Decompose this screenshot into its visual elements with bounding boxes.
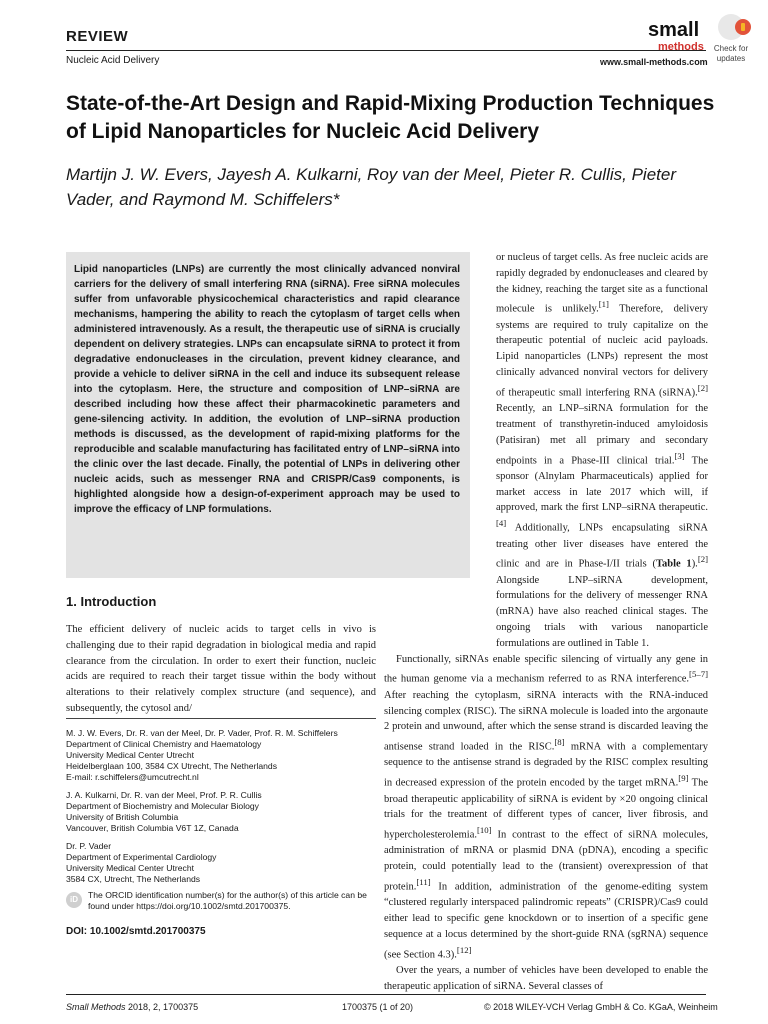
affiliation-rule: [66, 718, 376, 719]
author-email[interactable]: E-mail: r.schiffelers@umcutrecht.nl: [66, 772, 199, 782]
body-paragraph: or nucleus of target cells. As free nucleic acids are rapidly degraded by endonucleases and cleared by the kidney, reaching the target site as a functional molecule is unlikely.[1] Therefore, delivery systems are required to truly capitalize on the therapeutic potential of nucleic acid payloads. Lipid nanoparticles (LNPs) represent the most clinically advanced nonviral vectors for delivery of therapeutic small interfering RNA (siRNA).[2] Recently, an LNP–siRNA formulation for the treatment of transthyretin-induced amyloidosis (Patisiran) met all primary and secondary endpoints in a Phase-III clinical trial.[3] The sponsor (Alnylam Pharmaceuticals) applied for market access in late 2017 which will, if approved, mark the first LNP–siRNA therapeutic.[4] Additionally, LNPs encapsulating siRNA treating other liver diseases have entered the clinic and are in Phase-I/II trials (Table 1).[2] Alongside LNP–siRNA development, formulations for the delivery of messenger RNA (mRNA) have also reached clinical stages. The ongoing trials with various nanoparticle formulations are outlined in Table 1.: [496, 252, 709, 649]
affiliation-line: Heidelberglaan 100, 3584 CX Utrecht, The Netherlands: [66, 761, 277, 771]
footer-citation: Small Methods 2018, 2, 1700375: [66, 1002, 199, 1012]
reference-link[interactable]: [10]: [477, 825, 492, 836]
reference-link[interactable]: [2]: [697, 554, 709, 565]
affiliation-line: Department of Clinical Chemistry and Haematology: [66, 739, 262, 749]
reference-link[interactable]: [8]: [554, 737, 565, 748]
affiliation-line: Dr. P. Vader: [66, 841, 112, 851]
affiliations: [66, 728, 381, 885]
intro-paragraph: The efficient delivery of nucleic acids to target cells in vivo is challenging due to their rapid degradation in biological media and rapid clearance from the circulation. In order to exert their function, nucleic acids are required to reach their target tissue within the body without alterations to their relatively complex structure (and sequence), and subsequently, the cytosol and/: [66, 624, 376, 714]
check-updates-icon: [718, 14, 744, 40]
affiliation-line: 3584 CX, Utrecht, The Netherlands: [66, 874, 201, 884]
orcid-text[interactable]: The ORCID identification number(s) for the author(s) of this article can be found under https://doi.org/10.1002/smtd.201700375.: [88, 890, 367, 911]
table-link[interactable]: Table 1: [655, 558, 692, 570]
affiliation-line: Vancouver, British Columbia V6T 1Z, Canada: [66, 823, 239, 833]
intro-heading: 1. Introduction: [66, 594, 157, 609]
journal-logo-sub: methods: [658, 41, 704, 53]
affiliation-line: University Medical Center Utrecht: [66, 863, 194, 873]
body-paragraph: Functionally, siRNAs enable specific silencing of virtually any gene in the human genome via a mechanism referred to as RNA interference.[5–7] After reaching the cytoplasm, siRNA interacts with the RNA-induced silencing complex (RISC). The siRNA molecule is loaded into the argonaute 2 protein and unwound, after which the sense strand is discarded leaving the antisense strand loaded in the RISC.[8] mRNA with a complementary sequence to the antisense strand is degraded by the RISC complex resulting in decreased expression of the protein encoded by the target mRNA.[9] The broad therapeutic applicability of siRNA is evident by ×20 ongoing clinical trials for the treatment of different types of cancer, liver fibrosis, and hypercholesterolemia.[10] In contrast to the effect of siRNA molecules, administration of mRNA or plasmid DNA (pDNA), encoding a specific protein, could potentially lead to the (transient) overexpression of that protein.[11] In addition, administration of the genome-editing system “clustered regularly interspaced palindromic repeats” (CRISPR)/Cas9 could either lead to specific gene knockdown or to insertion of a specific gene sequence at a locus determined by the short-guide RNA (sgRNA) sequence (see Section 4.3).[12]: [384, 653, 708, 961]
reference-link[interactable]: [2]: [697, 382, 708, 393]
orcid-icon: iD: [66, 892, 82, 908]
journal-logo-main: small: [648, 19, 700, 41]
affiliation-line: University Medical Center Utrecht: [66, 750, 194, 760]
abstract-text: Lipid nanoparticles (LNPs) are currently the most clinically advanced nonviral carriers for the delivery of small interfering RNA (siRNA). Free siRNA molecules suffer from unfavorable physicochemical characteristics and rapid clearance mechanisms, hampering the ability to reach the cytoplasm of target cells when administered intravenously. As a result, the therapeutic use of siRNA is crucially dependent on delivery strategies. LNPs can encapsulate siRNA to protect it from degradative endonucleases in the circulation, prevent kidney clearance, and provide a vehicle to deliver siRNA in the cell and induce its subsequent release into the cytoplasm. Here, the structure and composition of LNP–siRNA are described including how these affect their pharmacokinetic parameters and gene-silencing activity. In addition, the evolution of LNP–siRNA production methods is discussed, as the development of rapid-mixing platforms for the reproducible and scalable manufacturing has facilitated entry of LNP–siRNA into the clinic over the last decade. Finally, the potential of LNPs in delivering other nucleic acids, such as messenger RNA and CRISPR/Cas9 components, is highlighted alongside how a design-of-experiment approach may be used to improve the efficacy of LNP formulations.: [74, 264, 460, 515]
body-paragraph: Over the years, a number of vehicles have been developed to enable the therapeutic application of siRNA. Several classes of: [384, 964, 708, 992]
affiliation-line: University of British Columbia: [66, 812, 179, 822]
footer-rule: [66, 994, 706, 995]
header-rule: [66, 50, 706, 51]
journal-website[interactable]: www.small-methods.com: [600, 57, 708, 67]
copyright: © 2018 WILEY-VCH Verlag GmbH & Co. KGaA, Weinheim: [484, 1002, 718, 1012]
section-label: REVIEW: [66, 28, 129, 45]
body-right-column: [384, 250, 708, 995]
affiliation-line: M. J. W. Evers, Dr. R. van der Meel, Dr. P. Vader, Prof. R. M. Schiffelers: [66, 728, 338, 738]
reference-link[interactable]: [3]: [674, 450, 685, 461]
reference-link[interactable]: [5–7]: [689, 669, 708, 680]
author-list: Martijn J. W. Evers, Jayesh A. Kulkarni, Roy van der Meel, Pieter R. Cullis, Pieter Vader, and Raymond M. Schiffelers*: [66, 165, 676, 209]
reference-link[interactable]: [12]: [456, 944, 472, 955]
affiliation-line: Department of Experimental Cardiology: [66, 852, 217, 862]
affiliation-line: Department of Biochemistry and Molecular Biology: [66, 801, 259, 811]
reference-link[interactable]: [11]: [416, 876, 431, 887]
affiliation-line: J. A. Kulkarni, Dr. R. van der Meel, Prof. P. R. Cullis: [66, 790, 262, 800]
article-title: State-of-the-Art Design and Rapid-Mixing Production Techniques of Lipid Nanoparticles for Nucleic Acid Delivery: [66, 92, 715, 143]
doi-link[interactable]: DOI: 10.1002/smtd.201700375: [66, 926, 206, 937]
check-updates-label: Check for updates: [713, 44, 749, 63]
topic-label: Nucleic Acid Delivery: [66, 55, 160, 66]
reference-link[interactable]: [1]: [598, 299, 609, 310]
check-for-updates-button[interactable]: [706, 14, 756, 70]
reference-link[interactable]: [4]: [496, 518, 507, 529]
reference-link[interactable]: [9]: [678, 773, 689, 784]
page-number: 1700375 (1 of 20): [342, 1002, 414, 1012]
